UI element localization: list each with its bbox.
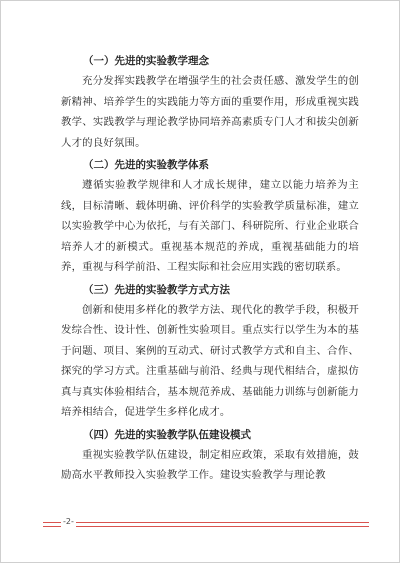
section-heading-2: （二）先进的实验教学体系 [83,159,209,171]
document-body [61,51,359,488]
section-paragraph-4: 重视实验教学队伍建设，制定相应政策，采取有效措施，鼓励高水平教师投入实验教学工作。建设实验教学与理论教 [61,448,359,481]
section-heading-4: （四）先进的实验教学队伍建设模式 [83,428,251,441]
section-paragraph-1: 充分发挥实践教学在增强学生的社会责任感、激发学生的创新精神、培养学生的实践能力等方面的重要作用，形成重视实践教学、实践教学与理论教学协同培养高素质专门人才和拔尖创新人才的良好氛围。 [61,75,359,149]
page-footer [43,517,369,531]
section-paragraph-2: 遵循实验教学规律和人才成长规律，建立以能力培养为主线，目标清晰、载体明确、评价科学的实验教学质量标准，建立以实验教学中心为依托，与有关部门、科研院所、行业企业联合培养人才的新模式。重视基本规范的养成，重视基础能力的培养，重视与科学前沿、工程实际和社会应用实践的密切联系。 [61,179,359,273]
footer-rule-bottom [43,526,369,527]
section-heading-3: （三）先进的实验教学方式方法 [83,283,230,296]
section-paragraph-3: 创新和使用多样化的教学方法、现代化的教学手段，积极开发综合性、设计性、创新性实验项目。重点实行以学生为本的基于问题、项目、案例的互动式、研讨式教学方式和自主、合作、探究的学习方式。注重基础与前沿、经典与现代相结合，虚拟仿真与真实体验相结合，基本规范养成、基础能力训练与创新能力培养相结合，促进学生多样化成才。 [61,303,359,418]
page-number: -2- [63,517,74,526]
footer-rule-top [43,522,369,523]
section-heading-1: （一）先进的实验教学理念 [83,55,209,67]
